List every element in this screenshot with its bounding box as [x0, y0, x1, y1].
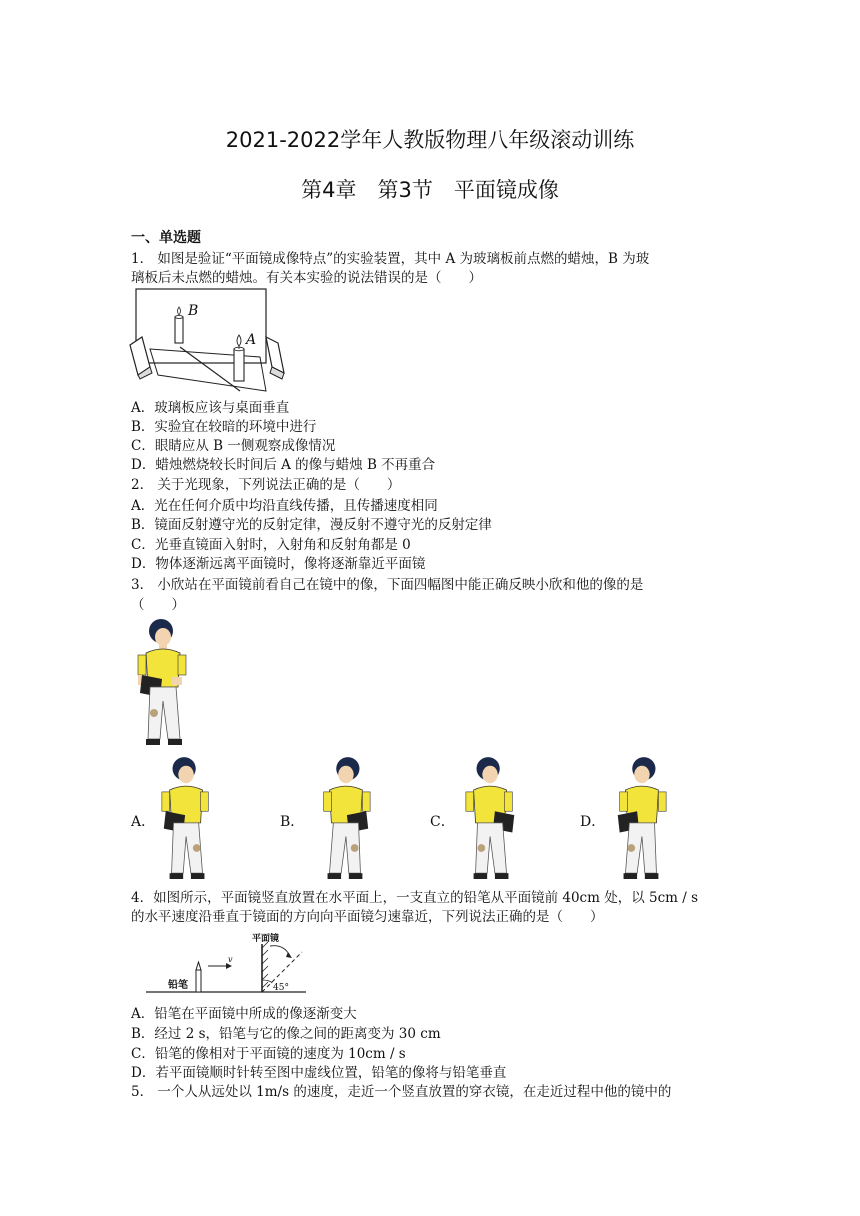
- q4-option-a: A．铅笔在平面镜中所成的像逐渐变大: [131, 1006, 357, 1022]
- q1-option-d: D．蜡烛燃烧较长时间后 A 的像与蜡烛 B 不再重合: [131, 457, 436, 473]
- q2-stem: 2． 关于光现象，下列说法正确的是（ ）: [131, 477, 401, 493]
- q1-stem-line1: 1． 如图是验证“平面镜成像特点”的实验装置，其中 A 为玻璃板前点燃的蜡烛，B 为玻: [131, 251, 650, 267]
- q4-stem-line1: 4．如图所示，平面镜竖直放置在水平面上，一支直立的铅笔从平面镜前 40cm 处，以 5cm / s: [131, 890, 699, 906]
- q3-boy-reference-figure: [134, 617, 196, 749]
- section-heading: 一、单选题: [131, 230, 201, 246]
- q4-label-pencil: 铅笔: [168, 980, 188, 991]
- q1-candle-mirror-figure: [128, 287, 298, 399]
- q3-option-d-figure: [610, 755, 670, 883]
- q1-label-b: B: [188, 303, 199, 319]
- q3-stem-line2: （ ）: [131, 597, 185, 613]
- document-title: 2021-2022学年人教版物理八年级滚动训练: [225, 128, 635, 152]
- q1-label-a: A: [246, 332, 257, 348]
- q3-option-label-c: C．: [430, 814, 455, 830]
- q3-option-b-figure: [314, 755, 374, 883]
- q4-pencil-mirror-figure: [140, 930, 320, 1002]
- q1-stem-line2: 璃板后未点燃的蜡烛。有关本实验的说法错误的是（ ）: [131, 270, 482, 286]
- q2-option-c: C．光垂直镜面入射时，入射角和反射角都是 0: [131, 537, 411, 553]
- q1-option-b: B．实验宜在较暗的环境中进行: [131, 419, 317, 435]
- q3-option-label-a: A．: [131, 814, 156, 830]
- q3-option-a-figure: [158, 755, 218, 883]
- q1-option-a: A．玻璃板应该与桌面垂直: [131, 400, 290, 416]
- q3-option-label-d: D．: [580, 814, 606, 830]
- chapter-subtitle: 第4章 第3节 平面镜成像: [301, 178, 559, 202]
- q1-option-c: C．眼睛应从 B 一侧观察成像情况: [131, 438, 336, 454]
- q3-option-c-figure: [462, 755, 522, 883]
- q4-option-d: D．若平面镜顺时针转至图中虚线位置，铅笔的像将与铅笔垂直: [131, 1065, 507, 1081]
- q4-option-c: C．铅笔的像相对于平面镜的速度为 10cm / s: [131, 1046, 406, 1062]
- q3-stem-line1: 3． 小欣站在平面镜前看自己在镜中的像，下面四幅图中能正确反映小欣和他的像的是: [131, 577, 644, 593]
- q4-label-velocity: v: [228, 955, 233, 964]
- q2-option-a: A．光在任何介质中均沿直线传播，且传播速度相同: [131, 498, 438, 514]
- q2-option-b: B．镜面反射遵守光的反射定律，漫反射不遵守光的反射定律: [131, 517, 492, 533]
- q3-option-label-b: B．: [280, 814, 305, 830]
- q4-label-mirror: 平面镜: [252, 934, 280, 944]
- q5-stem-line1: 5． 一个人从远处以 1m/s 的速度，走近一个竖直放置的穿衣镜，在走近过程中他的镜中的: [131, 1084, 672, 1100]
- q4-option-b: B．经过 2 s，铅笔与它的像之间的距离变为 30 cm: [131, 1026, 441, 1042]
- q2-option-d: D．物体逐渐远离平面镜时，像将逐渐靠近平面镜: [131, 556, 426, 572]
- q4-stem-line2: 的水平速度沿垂直于镜面的方向向平面镜匀速靠近，下列说法正确的是（ ）: [131, 909, 604, 925]
- q4-label-angle: 45°: [273, 983, 289, 993]
